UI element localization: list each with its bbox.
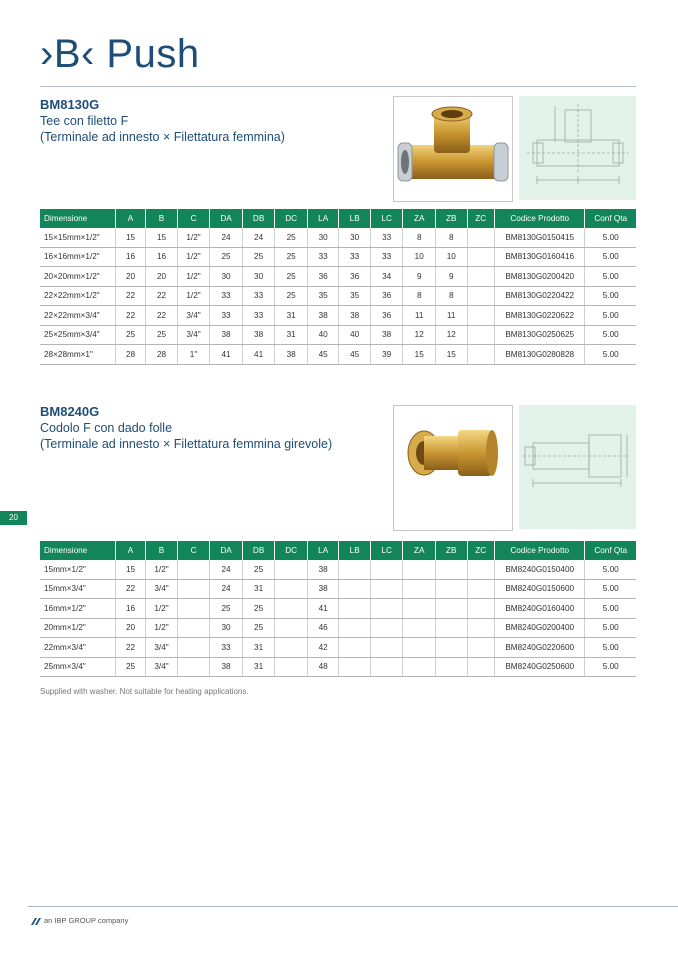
column-header: DA <box>210 541 243 560</box>
table-cell: 22 <box>115 638 146 658</box>
table-cell: BM8240G0150400 <box>494 560 585 579</box>
table-cell <box>435 579 467 599</box>
table-cell: 20 <box>146 267 178 287</box>
table-cell: 38 <box>307 306 339 326</box>
table-cell: 5.00 <box>585 228 636 247</box>
table-row <box>40 638 636 658</box>
table-cell <box>339 618 371 638</box>
table-cell <box>403 657 436 677</box>
table-cell: 3/4" <box>177 325 210 345</box>
table-row <box>40 267 636 287</box>
table-cell: 15 <box>115 228 146 247</box>
column-header: DB <box>242 541 275 560</box>
table-cell: 1" <box>177 345 210 365</box>
table-cell: 38 <box>307 579 339 599</box>
table-cell: 1/2" <box>146 599 178 619</box>
table-cell: 48 <box>307 657 339 677</box>
table-cell: 15 <box>146 228 178 247</box>
column-header: Codice Prodotto <box>494 209 585 228</box>
table-cell: 16mm×1/2" <box>40 599 115 619</box>
table-cell: 25 <box>115 325 146 345</box>
table-cell: 15 <box>403 345 436 365</box>
table-cell <box>275 560 308 579</box>
table-row <box>40 325 636 345</box>
table-cell <box>177 560 210 579</box>
table-cell <box>177 618 210 638</box>
table-cell: 1/2" <box>146 618 178 638</box>
footer <box>28 916 128 925</box>
table-cell: 3/4" <box>146 638 178 658</box>
table-cell: 1/2" <box>177 286 210 306</box>
table-cell: 25 <box>242 599 275 619</box>
table-row <box>40 599 636 619</box>
table-cell: 22 <box>115 579 146 599</box>
table-row <box>40 286 636 306</box>
table-row <box>40 579 636 599</box>
table-cell: 22 <box>146 306 178 326</box>
table-cell: BM8130G0160416 <box>494 247 585 267</box>
table-cell: 20 <box>115 618 146 638</box>
table-cell: 25 <box>210 599 243 619</box>
table-cell <box>370 579 403 599</box>
column-header: LC <box>370 541 403 560</box>
table-cell: 8 <box>403 286 436 306</box>
table-cell: 38 <box>339 306 371 326</box>
column-header: LB <box>339 209 371 228</box>
table-cell <box>339 638 371 658</box>
column-header: DB <box>242 209 275 228</box>
table-cell: 22×22mm×3/4" <box>40 306 115 326</box>
table-cell <box>275 638 308 658</box>
table-cell: 25 <box>210 247 243 267</box>
table-cell <box>339 599 371 619</box>
table-cell: 22mm×3/4" <box>40 638 115 658</box>
table-cell: 20mm×1/2" <box>40 618 115 638</box>
table-cell: 24 <box>210 228 243 247</box>
table-cell <box>370 560 403 579</box>
table-row <box>40 228 636 247</box>
column-header: ZA <box>403 209 436 228</box>
table-cell: 3/4" <box>146 657 178 677</box>
table-cell: 5.00 <box>585 345 636 365</box>
table-cell <box>339 560 371 579</box>
table-cell: 5.00 <box>585 579 636 599</box>
table-cell <box>403 560 436 579</box>
table-cell: 36 <box>370 306 403 326</box>
table-cell: 3/4" <box>177 306 210 326</box>
table-cell <box>435 618 467 638</box>
table-cell: 16 <box>146 247 178 267</box>
table-cell <box>339 579 371 599</box>
table-cell: BM8240G0160400 <box>494 599 585 619</box>
table-row <box>40 657 636 677</box>
table-cell: 33 <box>210 306 243 326</box>
table-cell: BM8130G0250625 <box>494 325 585 345</box>
table-cell: 38 <box>307 560 339 579</box>
column-header: ZB <box>435 209 467 228</box>
footnote: Supplied with washer. Not suitable for heating applications. <box>40 687 249 696</box>
table-cell: 38 <box>210 325 243 345</box>
table-cell <box>467 228 494 247</box>
table-row <box>40 618 636 638</box>
table-cell: 16 <box>115 247 146 267</box>
table-cell: 22 <box>115 286 146 306</box>
column-header: Conf Qta <box>585 541 636 560</box>
table-cell: 31 <box>242 638 275 658</box>
column-header: DC <box>275 209 308 228</box>
column-header: ZB <box>435 541 467 560</box>
column-header: DC <box>275 541 308 560</box>
table-cell: 28 <box>115 345 146 365</box>
table-cell: 25 <box>242 560 275 579</box>
table-cell: 28×28mm×1" <box>40 345 115 365</box>
column-header: A <box>115 541 146 560</box>
table-row <box>40 247 636 267</box>
table-cell: 20 <box>115 267 146 287</box>
table-cell: BM8130G0220422 <box>494 286 585 306</box>
table-cell: 38 <box>370 325 403 345</box>
column-header: LC <box>370 209 403 228</box>
table-cell: 36 <box>339 267 371 287</box>
table-header-row <box>40 541 636 560</box>
column-header: DA <box>210 209 243 228</box>
table-cell: BM8240G0220600 <box>494 638 585 658</box>
table-cell: 22 <box>115 306 146 326</box>
column-header: LB <box>339 541 371 560</box>
table-cell <box>467 638 494 658</box>
table-row <box>40 560 636 579</box>
table-cell: 31 <box>275 325 308 345</box>
table-cell <box>467 345 494 365</box>
spec-table-bm8130g <box>40 209 636 365</box>
table-cell <box>467 247 494 267</box>
union-fitting-photo <box>393 405 513 531</box>
column-header: C <box>177 541 210 560</box>
table-cell <box>403 638 436 658</box>
table-cell: 25 <box>275 286 308 306</box>
table-cell <box>403 599 436 619</box>
table-cell: BM8130G0280828 <box>494 345 585 365</box>
column-header: B <box>146 209 178 228</box>
table-cell: 40 <box>307 325 339 345</box>
table-cell: 41 <box>307 599 339 619</box>
table-cell: 12 <box>435 325 467 345</box>
table-cell: 36 <box>370 286 403 306</box>
table-cell <box>177 579 210 599</box>
table-cell: 1/2" <box>177 267 210 287</box>
table-cell <box>403 579 436 599</box>
table-cell <box>467 599 494 619</box>
table-cell: 33 <box>210 286 243 306</box>
table-cell: 5.00 <box>585 618 636 638</box>
table-cell: 25 <box>146 325 178 345</box>
table-cell <box>370 638 403 658</box>
table-cell: 25×25mm×3/4" <box>40 325 115 345</box>
table-cell: BM8130G0200420 <box>494 267 585 287</box>
table-cell <box>467 579 494 599</box>
table-cell <box>275 618 308 638</box>
table-cell <box>467 267 494 287</box>
table-cell <box>467 618 494 638</box>
table-cell: 24 <box>242 228 275 247</box>
table-cell: 30 <box>307 228 339 247</box>
product-code-2: BM8240G <box>40 404 100 419</box>
table-cell: 22 <box>146 286 178 306</box>
table-cell <box>467 286 494 306</box>
tee-technical-drawing <box>519 96 636 200</box>
table-cell: 45 <box>307 345 339 365</box>
table-cell: 38 <box>210 657 243 677</box>
table-cell: 15mm×3/4" <box>40 579 115 599</box>
table-cell: 15mm×1/2" <box>40 560 115 579</box>
table-cell <box>370 599 403 619</box>
table-cell <box>435 638 467 658</box>
table-cell <box>435 560 467 579</box>
table-cell <box>275 657 308 677</box>
table-cell: 33 <box>242 306 275 326</box>
table-cell: 3/4" <box>146 579 178 599</box>
union-technical-drawing <box>519 405 636 529</box>
product-desc-1: (Terminale ad innesto × Filettatura femmina) <box>40 130 285 144</box>
table-cell: 9 <box>403 267 436 287</box>
table-cell: 12 <box>403 325 436 345</box>
table-cell <box>435 657 467 677</box>
table-cell: 33 <box>210 638 243 658</box>
table-cell: 25 <box>242 618 275 638</box>
table-cell: 25 <box>275 228 308 247</box>
table-cell: 38 <box>275 345 308 365</box>
table-header-row <box>40 209 636 228</box>
table-cell <box>403 618 436 638</box>
column-header: ZC <box>467 209 494 228</box>
table-row <box>40 345 636 365</box>
column-header: Codice Prodotto <box>494 541 585 560</box>
table-cell <box>435 599 467 619</box>
table-cell: 5.00 <box>585 325 636 345</box>
table-cell: 8 <box>435 286 467 306</box>
table-cell: 8 <box>435 228 467 247</box>
table-cell: 31 <box>242 657 275 677</box>
column-header: LA <box>307 541 339 560</box>
table-cell: 10 <box>403 247 436 267</box>
table-cell: 33 <box>370 247 403 267</box>
table-cell: 1/2" <box>177 228 210 247</box>
table-cell <box>370 657 403 677</box>
table-cell: 41 <box>242 345 275 365</box>
ibp-logo-icon <box>28 918 42 925</box>
table-cell: 31 <box>242 579 275 599</box>
column-header: LA <box>307 209 339 228</box>
table-cell: 31 <box>275 306 308 326</box>
table-cell: 15 <box>115 560 146 579</box>
table-cell: 25 <box>275 267 308 287</box>
title-divider <box>40 86 636 87</box>
table-cell: 10 <box>435 247 467 267</box>
table-cell: 9 <box>435 267 467 287</box>
table-cell: 22×22mm×1/2" <box>40 286 115 306</box>
table-cell: 35 <box>307 286 339 306</box>
table-cell <box>339 657 371 677</box>
table-cell: 39 <box>370 345 403 365</box>
table-cell: 38 <box>242 325 275 345</box>
table-cell <box>467 325 494 345</box>
table-cell: 8 <box>403 228 436 247</box>
table-cell <box>177 657 210 677</box>
column-header: A <box>115 209 146 228</box>
page-number: 20 <box>0 511 27 525</box>
table-cell: BM8130G0220622 <box>494 306 585 326</box>
table-cell: 25 <box>275 247 308 267</box>
table-cell: BM8240G0200400 <box>494 618 585 638</box>
table-cell <box>370 618 403 638</box>
table-cell: 33 <box>370 228 403 247</box>
table-cell: 5.00 <box>585 247 636 267</box>
table-cell: BM8240G0150600 <box>494 579 585 599</box>
table-cell: 5.00 <box>585 286 636 306</box>
table-cell <box>275 579 308 599</box>
table-cell: 45 <box>339 345 371 365</box>
table-cell: 15×15mm×1/2" <box>40 228 115 247</box>
table-cell: 24 <box>210 560 243 579</box>
table-cell: 42 <box>307 638 339 658</box>
column-header: Conf Qta <box>585 209 636 228</box>
table-cell: 30 <box>242 267 275 287</box>
column-header: Dimensione <box>40 209 115 228</box>
table-cell: 5.00 <box>585 599 636 619</box>
table-cell: 25 <box>242 247 275 267</box>
footer-divider <box>28 906 678 907</box>
table-cell: 5.00 <box>585 560 636 579</box>
spec-table-bm8240g <box>40 541 636 677</box>
table-cell: 25mm×3/4" <box>40 657 115 677</box>
table-cell: 11 <box>435 306 467 326</box>
table-cell: 41 <box>210 345 243 365</box>
table-cell <box>467 306 494 326</box>
table-cell: 34 <box>370 267 403 287</box>
brand-title: ›B‹ Push <box>40 32 200 76</box>
table-cell: 30 <box>210 267 243 287</box>
table-cell: 5.00 <box>585 638 636 658</box>
table-cell: 25 <box>115 657 146 677</box>
table-cell: 5.00 <box>585 306 636 326</box>
column-header: Dimensione <box>40 541 115 560</box>
table-cell: 30 <box>210 618 243 638</box>
table-cell: 40 <box>339 325 371 345</box>
table-cell: 16 <box>115 599 146 619</box>
table-cell: 5.00 <box>585 657 636 677</box>
table-cell: 1/2" <box>146 560 178 579</box>
table-cell: 33 <box>307 247 339 267</box>
table-cell <box>467 657 494 677</box>
footer-text: an IBP GROUP company <box>44 916 129 925</box>
table-cell: 24 <box>210 579 243 599</box>
table-cell: 33 <box>242 286 275 306</box>
column-header: B <box>146 541 178 560</box>
product-desc-2: (Terminale ad innesto × Filettatura femmina girevole) <box>40 437 333 451</box>
table-cell <box>177 638 210 658</box>
column-header: ZC <box>467 541 494 560</box>
table-cell: 28 <box>146 345 178 365</box>
column-header: ZA <box>403 541 436 560</box>
tee-fitting-photo <box>393 96 513 202</box>
table-row <box>40 306 636 326</box>
table-cell: 15 <box>435 345 467 365</box>
table-cell <box>177 599 210 619</box>
table-cell: 46 <box>307 618 339 638</box>
table-cell: 1/2" <box>177 247 210 267</box>
table-cell: 33 <box>339 247 371 267</box>
table-cell: 16×16mm×1/2" <box>40 247 115 267</box>
product-name-1: Tee con filetto F <box>40 114 129 128</box>
table-cell: 5.00 <box>585 267 636 287</box>
product-name-2: Codolo F con dado folle <box>40 421 173 435</box>
table-cell: 11 <box>403 306 436 326</box>
product-code-1: BM8130G <box>40 97 100 112</box>
table-cell: BM8240G0250600 <box>494 657 585 677</box>
table-cell: 35 <box>339 286 371 306</box>
table-cell <box>467 560 494 579</box>
table-cell: 30 <box>339 228 371 247</box>
table-cell <box>275 599 308 619</box>
table-cell: 20×20mm×1/2" <box>40 267 115 287</box>
table-cell: BM8130G0150415 <box>494 228 585 247</box>
column-header: C <box>177 209 210 228</box>
table-cell: 36 <box>307 267 339 287</box>
